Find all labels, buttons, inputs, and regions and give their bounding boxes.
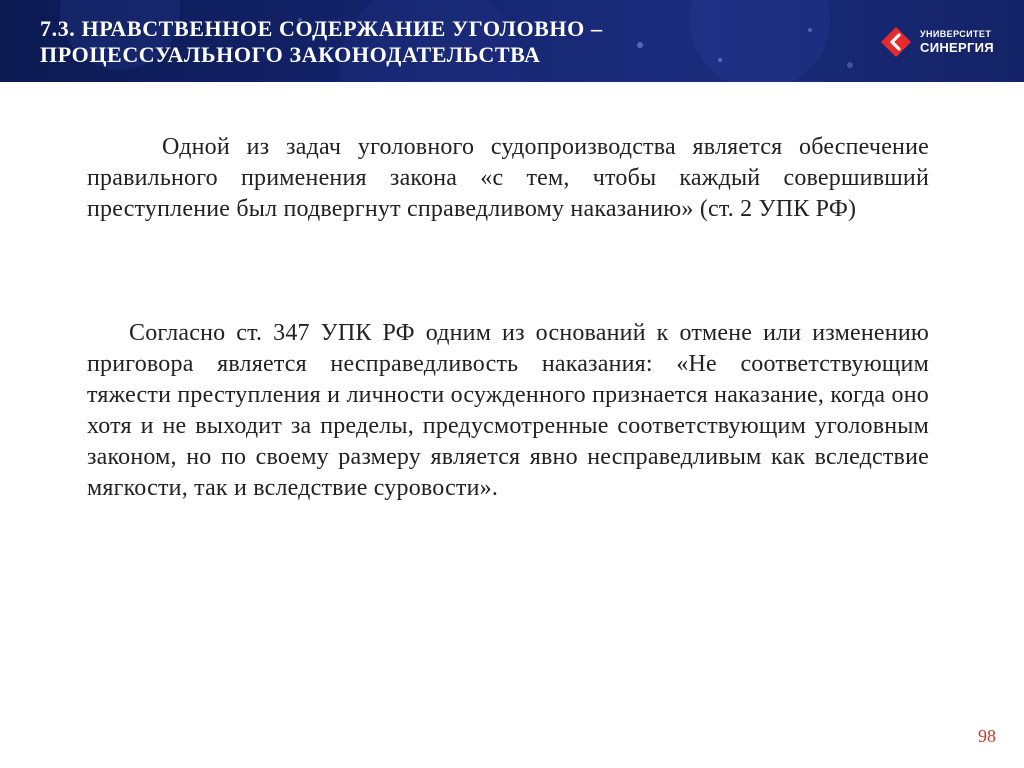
body-paragraph-2: Согласно ст. 347 УПК РФ одним из оснований к отмене или изменению приговора является несправедливость наказания: «Не соответствующим тяжести преступления и личности осужденного признается наказание, когда оно хотя и не выходит за пределы, предусмотренные соответствующим уголовным законом, но по своему размеру является явно несправедливым как вследствие мягкости, так и вследствие суровости».: [87, 320, 929, 501]
page-title: [40, 16, 820, 68]
page-title-line2: ПРОЦЕССУАЛЬНОГО ЗАКОНОДАТЕЛЬСТВА: [40, 42, 541, 67]
body-paragraph-1: Одной из задач уголовного судопроизводства является обеспечение правильного применения закона «с тем, чтобы каждый совершивший преступление был подвергнут справедливому наказанию» (ст. 2 УПК РФ): [87, 134, 929, 222]
page-title-line1: 7.3. НРАВСТВЕННОЕ СОДЕРЖАНИЕ УГОЛОВНО –: [40, 16, 603, 41]
header-bar: [0, 0, 1024, 82]
logo-text-line1: УНИВЕРСИТЕТ: [920, 29, 992, 39]
logo-text-line2: СИНЕРГИЯ: [920, 40, 994, 55]
logo-text: [920, 30, 994, 54]
synergy-logo-mark-icon: [880, 26, 912, 58]
university-logo: [880, 22, 1010, 62]
page-number: 98: [978, 726, 996, 746]
